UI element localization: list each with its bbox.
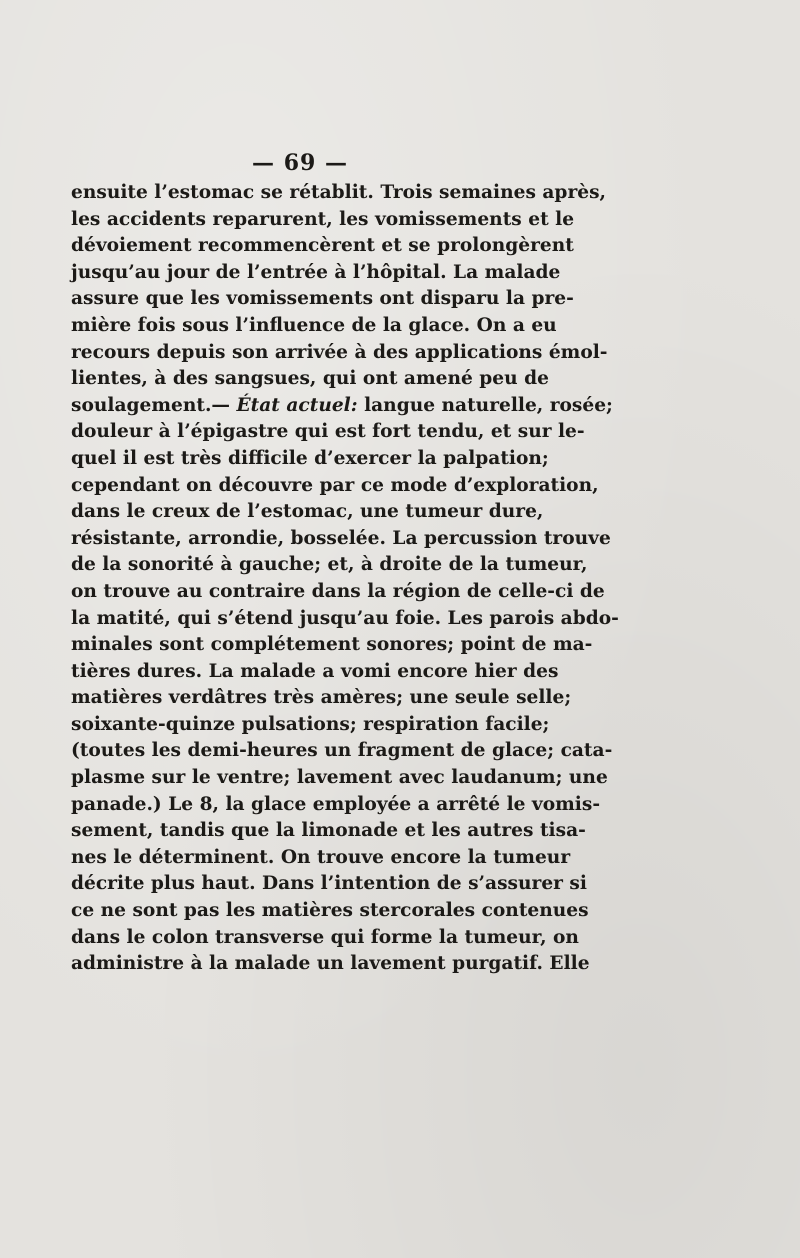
text-segment: décrite plus haut. Dans l’intention de s’assurer si — [71, 873, 587, 895]
text-segment: administre à la malade un lavement purgatif. Elle — [71, 953, 590, 975]
text-segment: langue naturelle, rosée; — [357, 394, 613, 416]
text-segment: cependant on découvre par ce mode d’exploration, — [71, 474, 599, 496]
text-line — [71, 446, 549, 473]
text-segment: (toutes les demi-heures un fragment de glace; cata- — [71, 740, 613, 762]
text-segment: dans le colon transverse qui forme la tumeur, on — [71, 926, 579, 948]
text-line — [71, 233, 574, 260]
text-segment: mière fois sous l’influence de la glace. On a eu — [71, 314, 557, 336]
text-segment: lientes, à des sangsues, qui ont amené peu de — [71, 368, 549, 390]
body-text — [71, 180, 619, 978]
text-line — [71, 526, 611, 553]
text-line — [71, 685, 572, 712]
text-line — [71, 393, 613, 420]
text-line — [71, 340, 608, 367]
text-line — [71, 765, 608, 792]
text-line — [71, 632, 593, 659]
text-line — [71, 579, 605, 606]
text-segment: la matité, qui s’étend jusqu’au foie. Les parois abdo- — [71, 607, 619, 629]
italic-text: État actuel: — [236, 394, 358, 416]
text-segment: minales sont complétement sonores; point de ma- — [71, 634, 593, 656]
text-segment: les accidents reparurent, les vomissements et le — [71, 208, 575, 230]
text-line — [71, 659, 559, 686]
text-segment: soulagement.— — [71, 394, 237, 416]
text-segment: soixante-quinze pulsations; respiration facile; — [71, 713, 550, 735]
text-line — [71, 313, 557, 340]
text-line — [71, 473, 599, 500]
text-segment: sement, tandis que la limonade et les autres tisa- — [71, 820, 586, 842]
text-line — [71, 925, 579, 952]
text-segment: de la sonorité à gauche; et, à droite de la tumeur, — [71, 554, 588, 576]
text-line — [71, 260, 561, 287]
text-segment: on trouve au contraire dans la région de celle-ci de — [71, 580, 605, 602]
text-segment: quel il est très difficile d’exercer la palpation; — [71, 447, 549, 469]
text-line — [71, 552, 588, 579]
text-line — [71, 606, 619, 633]
text-segment: jusqu’au jour de l’entrée à l’hôpital. La malade — [71, 261, 561, 283]
text-segment: plasme sur le ventre; lavement avec laudanum; une — [71, 767, 608, 789]
text-line — [71, 180, 607, 207]
text-line — [71, 845, 571, 872]
text-segment: résistante, arrondie, bosselée. La percussion trouve — [71, 527, 611, 549]
text-line — [71, 898, 589, 925]
text-line — [71, 792, 601, 819]
text-segment: nes le déterminent. On trouve encore la tumeur — [71, 846, 571, 868]
text-segment: panade.) Le 8, la glace employée a arrêté le vomis- — [71, 793, 601, 815]
text-segment: recours depuis son arrivée à des applications émol- — [71, 341, 608, 363]
text-line — [71, 419, 585, 446]
text-segment: tières dures. La malade a vomi encore hier des — [71, 660, 559, 682]
text-line — [71, 366, 549, 393]
text-line — [71, 712, 550, 739]
text-line — [71, 818, 586, 845]
text-line — [71, 499, 544, 526]
text-segment: ensuite l’estomac se rétablit. Trois semaines après, — [71, 182, 607, 203]
text-segment: dévoiement recommencèrent et se prolongèrent — [71, 235, 574, 257]
text-line — [71, 738, 613, 765]
text-segment: douleur à l’épigastre qui est fort tendu, et sur le- — [71, 421, 585, 443]
text-line — [71, 286, 574, 313]
text-line — [71, 951, 590, 978]
text-segment: dans le creux de l’estomac, une tumeur dure, — [71, 501, 544, 523]
text-segment: matières verdâtres très amères; une seule selle; — [71, 687, 572, 709]
page-number: — 69 — — [252, 150, 348, 176]
text-segment: ce ne sont pas les matières stercorales contenues — [71, 900, 589, 922]
text-segment: assure que les vomissements ont disparu la pre- — [71, 288, 574, 310]
text-line — [71, 871, 587, 898]
text-line — [71, 207, 575, 234]
